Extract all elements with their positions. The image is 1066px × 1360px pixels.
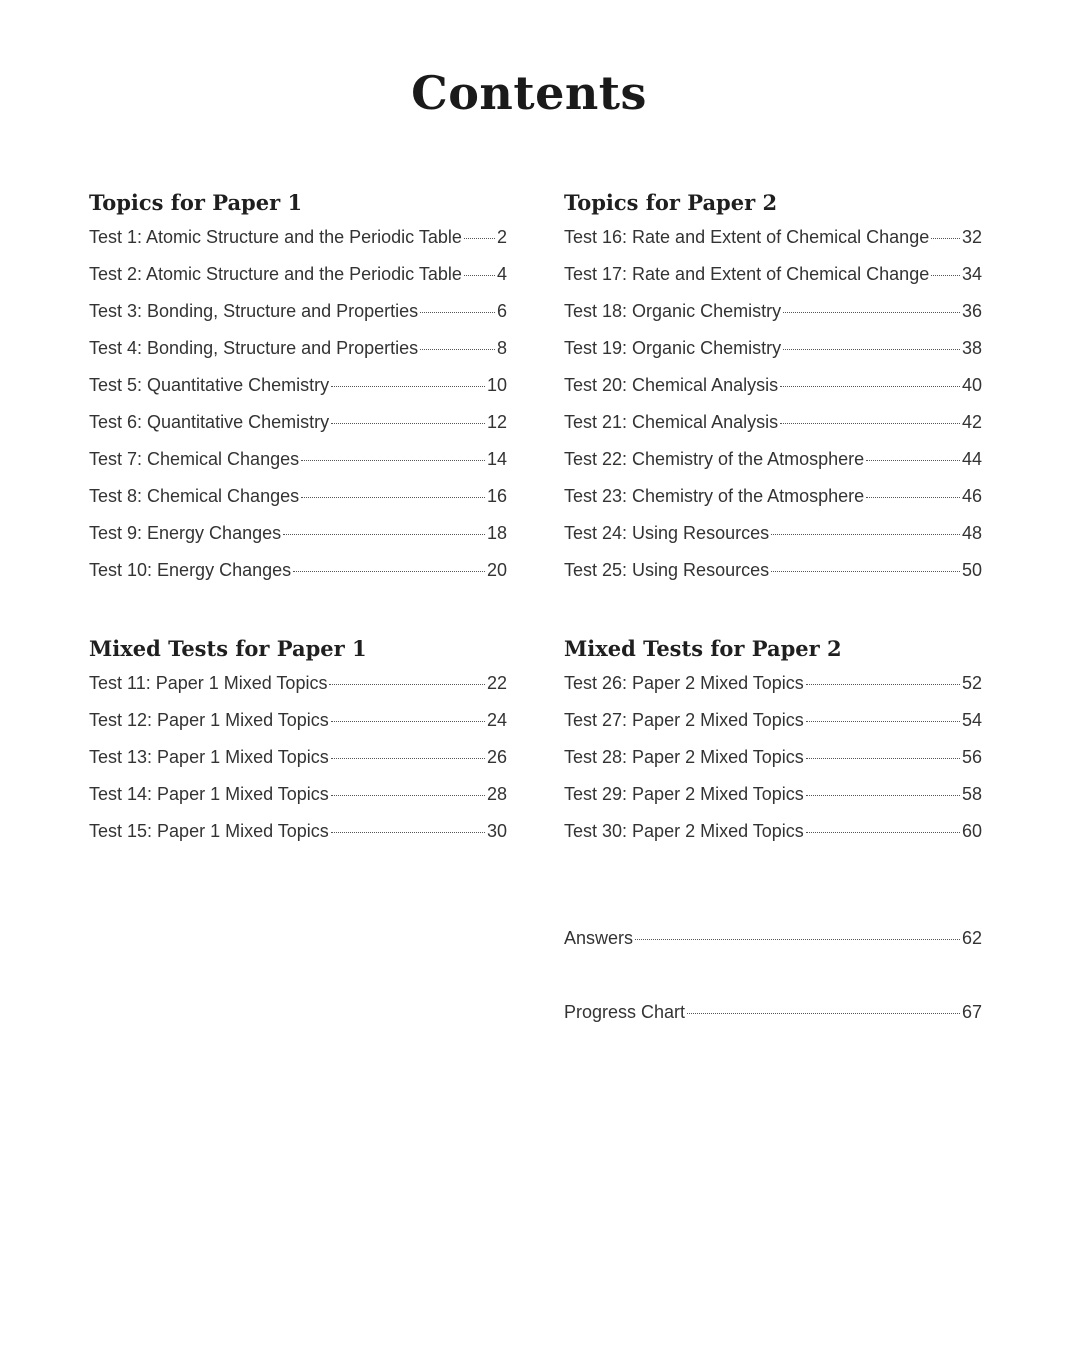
dot-leader <box>331 720 485 722</box>
toc-row[interactable] <box>89 301 507 338</box>
section-heading: Mixed Tests for Paper 1 <box>89 636 367 661</box>
toc-page-number: 32 <box>961 227 982 247</box>
toc-row[interactable] <box>564 227 982 264</box>
toc-label: Test 21: Chemical Analysis <box>564 412 779 432</box>
toc-label: Test 16: Rate and Extent of Chemical Change <box>564 227 930 247</box>
toc-label: Test 10: Energy Changes <box>89 560 292 580</box>
dot-leader <box>635 938 960 940</box>
dot-leader <box>420 311 495 313</box>
toc-label: Test 9: Energy Changes <box>89 523 282 543</box>
toc-page-number: 2 <box>496 227 507 247</box>
toc-page-number: 34 <box>961 264 982 284</box>
toc-label: Test 29: Paper 2 Mixed Topics <box>564 784 804 804</box>
toc-label: Test 22: Chemistry of the Atmosphere <box>564 449 865 469</box>
dot-leader <box>783 311 960 313</box>
toc-page-number: 67 <box>961 1002 982 1022</box>
toc-label: Test 27: Paper 2 Mixed Topics <box>564 710 804 730</box>
dot-leader <box>806 831 960 833</box>
toc-row[interactable] <box>89 710 507 747</box>
toc-list <box>89 227 507 597</box>
toc-page-number: 46 <box>961 486 982 506</box>
toc-page-number: 54 <box>961 710 982 730</box>
toc-row[interactable] <box>89 560 507 597</box>
dot-leader <box>806 720 960 722</box>
dot-leader <box>866 459 960 461</box>
toc-page-number: 42 <box>961 412 982 432</box>
dot-leader <box>866 496 960 498</box>
toc-row[interactable] <box>564 449 982 486</box>
toc-page-number: 62 <box>961 928 982 948</box>
toc-page-number: 24 <box>486 710 507 730</box>
toc-row[interactable] <box>564 264 982 301</box>
toc-page-number: 50 <box>961 560 982 580</box>
toc-row[interactable] <box>89 412 507 449</box>
toc-page-number: 56 <box>961 747 982 767</box>
toc-entry-answers[interactable] <box>564 928 982 965</box>
section-heading: Topics for Paper 1 <box>89 190 303 215</box>
dot-leader <box>329 683 485 685</box>
toc-page-number: 14 <box>486 449 507 469</box>
toc-page-number: 26 <box>486 747 507 767</box>
toc-label: Test 25: Using Resources <box>564 560 770 580</box>
dot-leader <box>806 683 960 685</box>
dot-leader <box>283 533 485 535</box>
toc-row[interactable] <box>89 375 507 412</box>
toc-row[interactable] <box>564 784 982 821</box>
toc-page-number: 28 <box>486 784 507 804</box>
toc-label: Test 13: Paper 1 Mixed Topics <box>89 747 329 767</box>
dot-leader <box>780 385 960 387</box>
toc-label: Test 30: Paper 2 Mixed Topics <box>564 821 804 841</box>
dot-leader <box>464 274 495 276</box>
toc-row[interactable] <box>564 301 982 338</box>
toc-label: Test 15: Paper 1 Mixed Topics <box>89 821 329 841</box>
toc-label: Test 19: Organic Chemistry <box>564 338 782 358</box>
toc-page-number: 16 <box>486 486 507 506</box>
toc-label: Progress Chart <box>564 1002 686 1022</box>
dot-leader <box>806 794 960 796</box>
toc-label: Test 20: Chemical Analysis <box>564 375 779 395</box>
toc-row[interactable] <box>564 375 982 412</box>
toc-label: Test 12: Paper 1 Mixed Topics <box>89 710 329 730</box>
dot-leader <box>931 237 960 239</box>
toc-page-number: 18 <box>486 523 507 543</box>
toc-row[interactable] <box>89 264 507 301</box>
toc-row[interactable] <box>564 486 982 523</box>
dot-leader <box>780 422 960 424</box>
toc-page-number: 38 <box>961 338 982 358</box>
section-topics-paper-2 <box>564 189 982 597</box>
toc-label: Test 26: Paper 2 Mixed Topics <box>564 673 804 693</box>
toc-label: Test 1: Atomic Structure and the Periodic Table <box>89 227 462 247</box>
dot-leader <box>420 348 495 350</box>
dot-leader <box>806 757 960 759</box>
toc-label: Test 17: Rate and Extent of Chemical Change <box>564 264 930 284</box>
toc-entry-progress-chart[interactable] <box>564 1002 982 1039</box>
toc-row[interactable] <box>564 673 982 710</box>
toc-label: Test 2: Atomic Structure and the Periodic Table <box>89 264 462 284</box>
toc-label: Test 11: Paper 1 Mixed Topics <box>89 673 328 693</box>
toc-row[interactable] <box>564 821 982 858</box>
toc-page-number: 8 <box>496 338 507 358</box>
toc-row[interactable] <box>564 1002 982 1039</box>
toc-page-number: 20 <box>486 560 507 580</box>
toc-list <box>564 673 982 858</box>
toc-list <box>564 227 982 597</box>
toc-label: Test 6: Quantitative Chemistry <box>89 412 330 432</box>
toc-row[interactable] <box>564 560 982 597</box>
toc-row[interactable] <box>89 338 507 375</box>
section-heading: Topics for Paper 2 <box>564 190 778 215</box>
toc-label: Answers <box>564 928 634 948</box>
toc-page-number: 4 <box>496 264 507 284</box>
dot-leader <box>771 533 960 535</box>
toc-label: Test 24: Using Resources <box>564 523 770 543</box>
toc-label: Test 7: Chemical Changes <box>89 449 300 469</box>
toc-page-number: 6 <box>496 301 507 321</box>
toc-label: Test 4: Bonding, Structure and Properties <box>89 338 419 358</box>
dot-leader <box>464 237 495 239</box>
toc-page-number: 12 <box>486 412 507 432</box>
toc-list <box>89 673 507 858</box>
toc-row[interactable] <box>564 928 982 965</box>
toc-label: Test 23: Chemistry of the Atmosphere <box>564 486 865 506</box>
toc-row[interactable] <box>89 747 507 784</box>
dot-leader <box>331 831 485 833</box>
toc-row[interactable] <box>564 710 982 747</box>
section-mixed-paper-2 <box>564 635 982 858</box>
dot-leader <box>301 459 485 461</box>
section-mixed-paper-1 <box>89 635 507 858</box>
page-title: Contents <box>411 66 647 120</box>
toc-label: Test 3: Bonding, Structure and Properties <box>89 301 419 321</box>
toc-label: Test 18: Organic Chemistry <box>564 301 782 321</box>
dot-leader <box>301 496 485 498</box>
toc-row[interactable] <box>564 747 982 784</box>
toc-page-number: 36 <box>961 301 982 321</box>
toc-page-number: 58 <box>961 784 982 804</box>
toc-label: Test 5: Quantitative Chemistry <box>89 375 330 395</box>
toc-row[interactable] <box>89 449 507 486</box>
dot-leader <box>331 422 485 424</box>
dot-leader <box>331 385 485 387</box>
toc-page-number: 30 <box>486 821 507 841</box>
toc-page-number: 48 <box>961 523 982 543</box>
section-heading: Mixed Tests for Paper 2 <box>564 636 842 661</box>
toc-row[interactable] <box>564 523 982 560</box>
toc-row[interactable] <box>89 523 507 560</box>
toc-page-number: 60 <box>961 821 982 841</box>
toc-label: Test 14: Paper 1 Mixed Topics <box>89 784 329 804</box>
toc-page-number: 52 <box>961 673 982 693</box>
dot-leader <box>931 274 960 276</box>
toc-page-number: 40 <box>961 375 982 395</box>
dot-leader <box>783 348 960 350</box>
toc-row[interactable] <box>564 412 982 449</box>
toc-label: Test 28: Paper 2 Mixed Topics <box>564 747 804 767</box>
dot-leader <box>771 570 960 572</box>
toc-row[interactable] <box>564 338 982 375</box>
dot-leader <box>687 1012 960 1014</box>
dot-leader <box>331 757 485 759</box>
dot-leader <box>293 570 485 572</box>
toc-row[interactable] <box>89 486 507 523</box>
toc-row[interactable] <box>89 821 507 858</box>
toc-row[interactable] <box>89 227 507 264</box>
section-topics-paper-1 <box>89 189 507 597</box>
toc-page-number: 10 <box>486 375 507 395</box>
toc-page-number: 22 <box>486 673 507 693</box>
toc-row[interactable] <box>89 673 507 710</box>
toc-label: Test 8: Chemical Changes <box>89 486 300 506</box>
toc-page-number: 44 <box>961 449 982 469</box>
dot-leader <box>331 794 485 796</box>
toc-row[interactable] <box>89 784 507 821</box>
